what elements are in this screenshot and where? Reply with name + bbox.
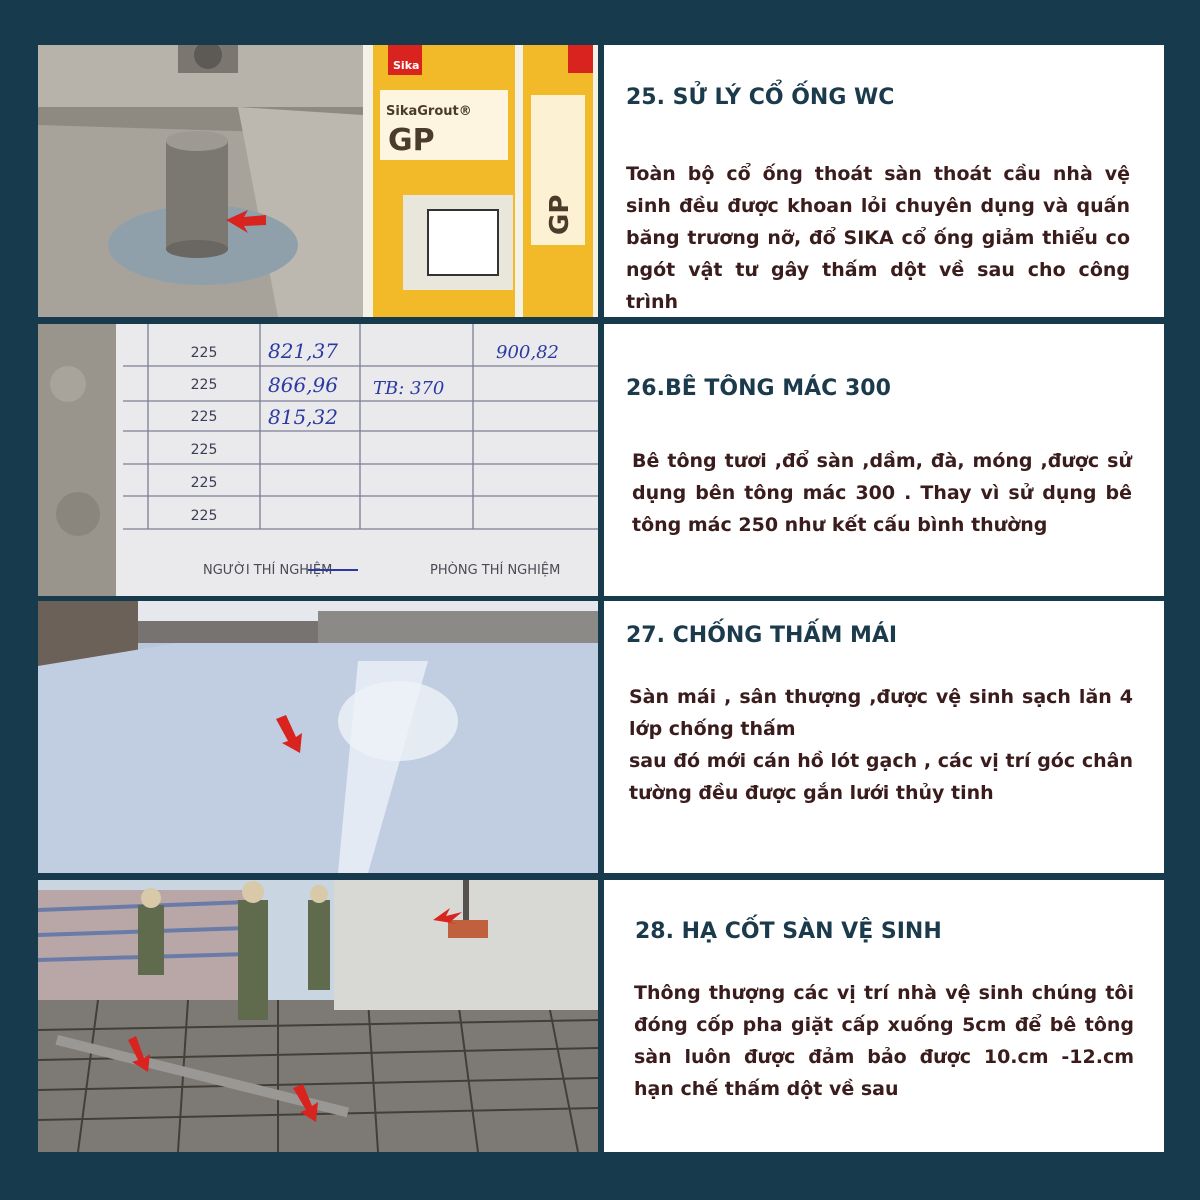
sheet-footer-left: NGƯỜI THÍ NGHIỆM bbox=[203, 563, 333, 578]
sheet-value: 225 bbox=[190, 475, 218, 491]
body-paragraph: Toàn bộ cổ ống thoát sàn thoát cầu nhà vệ sinh đều được khoan lỏi chuyên dụng và quấn băng trương nỡ, đổ SIKA cổ ống giảm thiểu co ngót vật tư gây thấm dột về sau cho công trình bbox=[626, 163, 1130, 313]
handwritten-reading: 821,37 bbox=[268, 339, 338, 363]
handwritten-reading: 866,96 bbox=[268, 373, 338, 397]
section-body bbox=[629, 681, 1133, 809]
section-title: 25. SỬ LÝ CỔ ỐNG WC bbox=[626, 85, 895, 110]
handwritten-average: TB: 370 bbox=[373, 378, 445, 399]
sheet-value: 225 bbox=[190, 377, 218, 393]
section-25-panel bbox=[604, 45, 1164, 317]
section-28 bbox=[38, 880, 1164, 1152]
section-28-panel bbox=[604, 880, 1164, 1152]
sheet-footer-right: PHÒNG THÍ NGHIỆM bbox=[430, 563, 561, 578]
sheet-value: 225 bbox=[190, 409, 218, 425]
concrete-test-sheet-photo bbox=[38, 324, 598, 596]
sheet-value: 225 bbox=[190, 442, 218, 458]
body-paragraph: sau đó mới cán hồ lót gạch , các vị trí góc chân tường đều được gắn lưới thủy tinh bbox=[629, 750, 1133, 804]
body-paragraph: Sàn mái , sân thượng ,được vệ sinh sạch lăn 4 lớp chống thấm bbox=[629, 686, 1133, 740]
toilet-floor-casting-photo bbox=[38, 880, 598, 1152]
roof-waterproofing-photo bbox=[38, 601, 598, 873]
section-27-panel bbox=[604, 601, 1164, 873]
wc-pipe-photo bbox=[38, 45, 598, 317]
section-title: 28. HẠ CỐT SÀN VỆ SINH bbox=[635, 919, 942, 944]
section-title: 26.BÊ TÔNG MÁC 300 bbox=[626, 376, 891, 401]
handwritten-reading: 900,82 bbox=[496, 342, 559, 363]
section-26 bbox=[38, 324, 1164, 596]
section-body bbox=[632, 445, 1132, 541]
section-title: 27. CHỐNG THẤM MÁI bbox=[626, 623, 898, 648]
sika-product-code: GP bbox=[388, 123, 435, 158]
section-25 bbox=[38, 45, 1164, 317]
svg-text:GP: GP bbox=[545, 194, 575, 235]
sika-product-name: SikaGrout® bbox=[386, 104, 472, 119]
section-26-panel bbox=[604, 324, 1164, 596]
section-body bbox=[634, 977, 1134, 1105]
body-paragraph: Thông thượng các vị trí nhà vệ sinh chúng tôi đóng cốp pha giặt cấp xuống 5cm để bê tông sàn luôn được đảm bảo được 10.cm -12.cm hạn chế thấm dột về sau bbox=[634, 982, 1134, 1100]
sheet-value: 225 bbox=[190, 345, 218, 361]
body-paragraph: Bê tông tươi ,đổ sàn ,dầm, đà, móng ,được sử dụng bên tông mác 300 . Thay vì sử dụng bê tông mác 250 như kết cấu bình thường bbox=[632, 450, 1132, 536]
section-body bbox=[626, 158, 1130, 318]
sika-brand: Sika bbox=[393, 59, 420, 72]
section-27 bbox=[38, 601, 1164, 873]
handwritten-reading: 815,32 bbox=[268, 405, 338, 429]
sheet-value: 225 bbox=[190, 508, 218, 524]
